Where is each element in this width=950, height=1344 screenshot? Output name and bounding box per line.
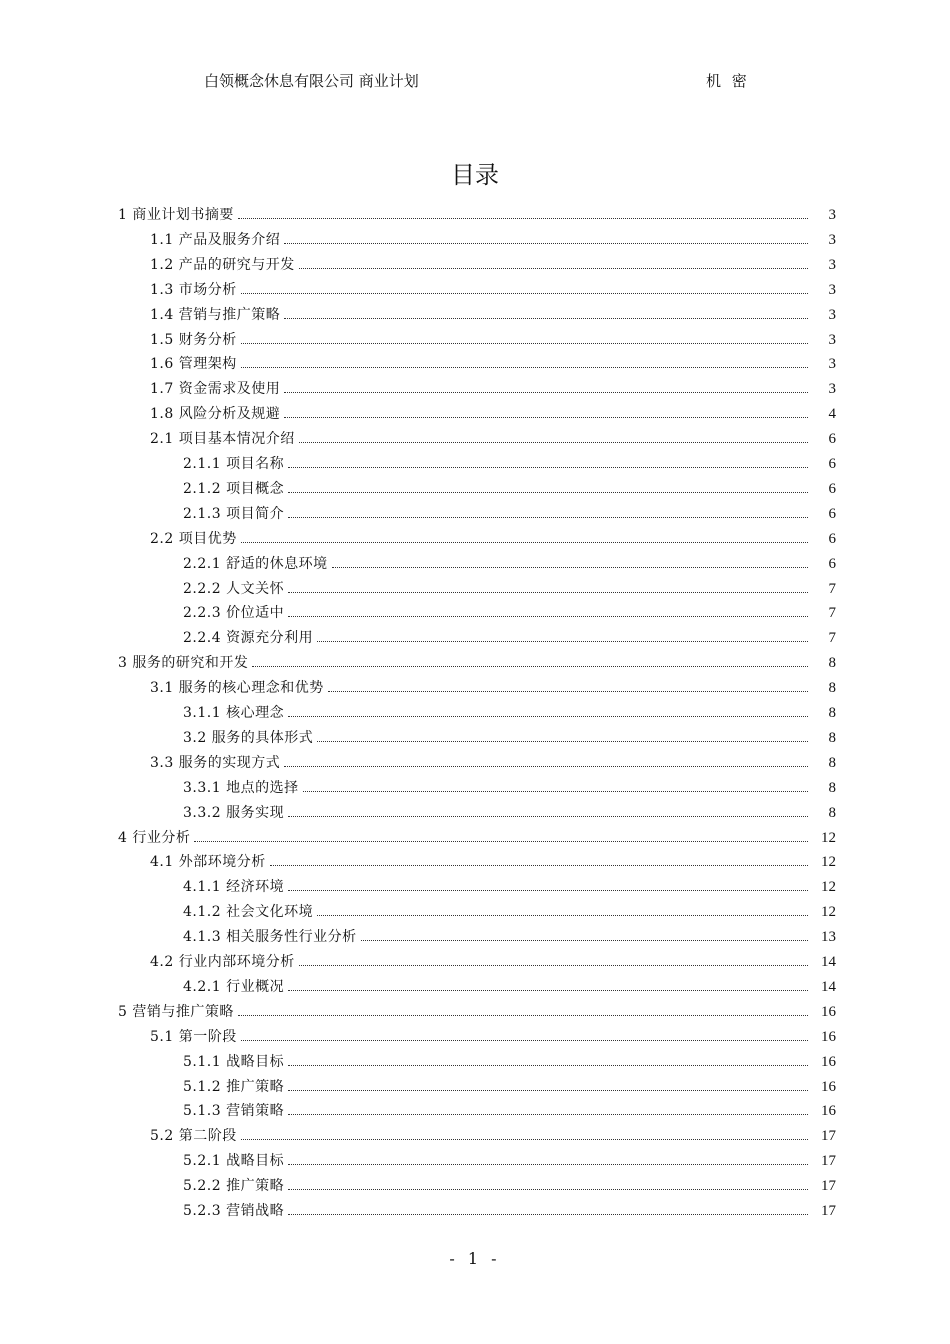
toc-leader-dots xyxy=(194,829,808,842)
toc-entry-page: 8 xyxy=(828,754,836,771)
toc-leader-dots xyxy=(288,978,808,991)
toc-entry-page: 6 xyxy=(828,505,836,522)
toc-entry-page: 3 xyxy=(828,281,836,298)
toc-entry-page: 16 xyxy=(821,1028,836,1045)
toc-leader-dots xyxy=(270,853,808,866)
toc-entry-label: 2.1.2 项目概念 xyxy=(183,480,285,497)
toc-entry[interactable] xyxy=(150,378,836,403)
toc-entry-label: 3.1.1 核心理念 xyxy=(183,705,285,721)
toc-entry-page: 12 xyxy=(821,879,836,896)
toc-entry-page: 12 xyxy=(821,904,836,921)
toc-entry-label: 1 商业计划书摘要 xyxy=(118,207,234,223)
toc-leader-dots xyxy=(288,1053,808,1066)
toc-leader-dots xyxy=(284,231,808,244)
toc-entry-label: 2.1.1 项目名称 xyxy=(183,456,285,472)
toc-entry[interactable] xyxy=(150,851,836,876)
toc-entry-page: 8 xyxy=(828,705,836,721)
toc-entry-label: 1.6 管理架构 xyxy=(150,356,237,373)
toc-leader-dots xyxy=(288,878,808,891)
toc-entry[interactable] xyxy=(150,677,836,702)
toc-entry-page: 7 xyxy=(828,580,836,597)
toc-entry-page: 12 xyxy=(821,829,836,846)
toc-leader-dots xyxy=(288,1152,808,1165)
toc-leader-dots xyxy=(241,331,808,344)
toc-entry-page: 3 xyxy=(828,231,836,248)
toc-leader-dots xyxy=(288,804,808,817)
toc-entry-label: 2.2.4 资源充分利用 xyxy=(183,630,314,647)
toc-entry-label: 3.3.1 地点的选择 xyxy=(183,779,299,796)
toc-leader-dots xyxy=(299,953,808,966)
toc-entry-page: 3 xyxy=(828,381,836,398)
toc-entry-label: 5.1.1 战略目标 xyxy=(183,1053,285,1070)
toc-leader-dots xyxy=(317,903,808,916)
toc-entry[interactable] xyxy=(183,1175,836,1200)
toc-entry-page: 6 xyxy=(828,530,836,547)
toc-entry[interactable] xyxy=(150,304,836,329)
toc-entry[interactable] xyxy=(183,901,836,926)
toc-entry-page: 6 xyxy=(828,431,836,448)
toc-entry-label: 1.3 市场分析 xyxy=(150,281,237,298)
toc-leader-dots xyxy=(238,1003,808,1016)
toc-leader-dots xyxy=(288,704,808,717)
toc-entry[interactable] xyxy=(183,1100,836,1125)
toc-leader-dots xyxy=(288,604,808,617)
toc-entry-label: 1.1 产品及服务介绍 xyxy=(150,231,281,248)
toc-leader-dots xyxy=(288,1177,808,1190)
toc-entry-label: 4.1 外部环境分析 xyxy=(150,854,266,871)
toc-entry-label: 3.2 服务的具体形式 xyxy=(183,729,314,746)
toc-entry-page: 3 xyxy=(828,306,836,323)
toc-entry-label: 3.3 服务的实现方式 xyxy=(150,754,281,771)
toc-entry-label: 4.1.2 社会文化环境 xyxy=(183,904,314,921)
toc-entry[interactable] xyxy=(183,802,836,827)
toc-entry-label: 5.1 第一阶段 xyxy=(150,1028,237,1045)
toc-entry[interactable] xyxy=(183,926,836,951)
toc-entry-page: 6 xyxy=(828,480,836,497)
toc-entry-label: 2.1 项目基本情况介绍 xyxy=(150,431,295,448)
toc-entry-page: 8 xyxy=(828,655,836,672)
toc-entry-page: 13 xyxy=(821,929,836,946)
toc-entry[interactable] xyxy=(118,827,836,852)
toc-entry[interactable] xyxy=(183,503,836,528)
toc-leader-dots xyxy=(299,430,808,443)
toc-leader-dots xyxy=(284,380,808,393)
toc-entry[interactable] xyxy=(118,652,836,677)
toc-entry-page: 3 xyxy=(828,207,836,223)
toc-leader-dots xyxy=(288,455,808,468)
toc-leader-dots xyxy=(288,505,808,518)
toc-leader-dots xyxy=(284,405,808,418)
toc-entry-page: 16 xyxy=(821,1103,836,1120)
toc-entry[interactable] xyxy=(118,1001,836,1026)
toc-leader-dots xyxy=(288,480,808,493)
toc-entry-label: 4.2.1 行业概况 xyxy=(183,978,285,995)
toc-entry[interactable] xyxy=(150,951,836,976)
toc-entry-label: 5.1.3 营销策略 xyxy=(183,1103,285,1120)
toc-leader-dots xyxy=(241,355,808,368)
toc-entry[interactable] xyxy=(183,1150,836,1175)
toc-entry[interactable] xyxy=(183,876,836,901)
toc-entry-label: 4.2 行业内部环境分析 xyxy=(150,954,295,970)
page-number-footer: - 1 - xyxy=(449,1249,501,1268)
toc-entry-label: 5 营销与推广策略 xyxy=(118,1003,234,1020)
page-header-right: 机 密 xyxy=(706,72,750,90)
toc-leader-dots xyxy=(288,1102,808,1115)
toc-entry[interactable] xyxy=(183,1076,836,1101)
toc-entry-page: 6 xyxy=(828,456,836,472)
toc-leader-dots xyxy=(241,1127,808,1140)
toc-entry-page: 8 xyxy=(828,779,836,796)
toc-leader-dots xyxy=(317,629,808,642)
toc-entry-label: 4 行业分析 xyxy=(118,829,191,846)
toc-entry[interactable] xyxy=(150,1125,836,1150)
toc-entry-label: 1.2 产品的研究与开发 xyxy=(150,256,295,273)
page-header-left: 白领概念休息有限公司 商业计划 xyxy=(204,72,419,90)
toc-entry[interactable] xyxy=(150,1026,836,1051)
toc-entry-label: 2.2.1 舒适的休息环境 xyxy=(183,555,328,572)
toc-entry-label: 5.2.1 战略目标 xyxy=(183,1153,285,1170)
toc-entry[interactable] xyxy=(150,428,836,453)
toc-leader-dots xyxy=(288,580,808,593)
toc-entry[interactable] xyxy=(150,254,836,279)
toc-entry-label: 2.2.3 价位适中 xyxy=(183,605,285,622)
toc-entry[interactable] xyxy=(150,528,836,553)
toc-entry[interactable] xyxy=(150,353,836,378)
toc-entry-page: 7 xyxy=(828,630,836,647)
toc-entry-page: 3 xyxy=(828,331,836,348)
toc-entry-page: 16 xyxy=(821,1003,836,1020)
toc-leader-dots xyxy=(328,679,808,692)
toc-entry[interactable] xyxy=(118,204,836,229)
toc-entry[interactable] xyxy=(183,453,836,478)
toc-entry-label: 1.7 资金需求及使用 xyxy=(150,381,281,398)
toc-entry[interactable] xyxy=(183,976,836,1001)
toc-entry-label: 5.2 第二阶段 xyxy=(150,1128,237,1145)
toc-entry-label: 4.1.1 经济环境 xyxy=(183,879,285,896)
toc-entry-page: 17 xyxy=(821,1178,836,1195)
toc-entry-label: 1.5 财务分析 xyxy=(150,331,237,348)
toc-entry-page: 7 xyxy=(828,605,836,622)
toc-entry-label: 4.1.3 相关服务性行业分析 xyxy=(183,929,357,946)
toc-entry[interactable] xyxy=(150,279,836,304)
toc-leader-dots xyxy=(299,256,808,269)
toc-leader-dots xyxy=(288,1078,808,1091)
toc-entry-page: 3 xyxy=(828,256,836,273)
toc-entry[interactable] xyxy=(183,777,836,802)
toc-entry-label: 2.2.2 人文关怀 xyxy=(183,580,285,597)
toc-entry-page: 8 xyxy=(828,804,836,821)
toc-entry-page: 8 xyxy=(828,680,836,697)
toc-entry[interactable] xyxy=(183,578,836,603)
toc-leader-dots xyxy=(317,729,808,742)
toc-entry-label: 1.4 营销与推广策略 xyxy=(150,306,281,323)
toc-leader-dots xyxy=(241,281,808,294)
toc-leader-dots xyxy=(284,754,808,767)
toc-entry-label: 5.2.2 推广策略 xyxy=(183,1178,285,1195)
toc-entry-label: 5.1.2 推广策略 xyxy=(183,1078,285,1095)
toc-entry[interactable] xyxy=(183,1051,836,1076)
toc-entry[interactable] xyxy=(183,602,836,627)
toc-entry-page: 14 xyxy=(821,954,836,970)
toc-entry-page: 3 xyxy=(828,356,836,373)
toc-title: 目录 xyxy=(451,161,499,189)
toc-leader-dots xyxy=(241,1028,808,1041)
toc-leader-dots xyxy=(241,530,808,543)
toc-leader-dots xyxy=(238,206,808,219)
toc-entry[interactable] xyxy=(150,229,836,254)
toc-entry-page: 16 xyxy=(821,1078,836,1095)
toc-leader-dots xyxy=(252,654,808,667)
toc-entry-label: 3.1 服务的核心理念和优势 xyxy=(150,680,324,697)
toc-entry[interactable] xyxy=(150,403,836,428)
toc-entry-label: 1.8 风险分析及规避 xyxy=(150,406,281,423)
toc-entry-page: 17 xyxy=(821,1153,836,1170)
toc-leader-dots xyxy=(284,306,808,319)
toc-entry-label: 2.1.3 项目简介 xyxy=(183,505,285,522)
toc-entry[interactable] xyxy=(183,627,836,652)
toc-leader-dots xyxy=(303,779,808,792)
toc-entry-page: 6 xyxy=(828,555,836,572)
toc-entry[interactable] xyxy=(183,553,836,578)
toc-entry[interactable] xyxy=(183,727,836,752)
toc-leader-dots xyxy=(361,928,808,941)
toc-entry-page: 8 xyxy=(828,729,836,746)
toc-leader-dots xyxy=(332,555,808,568)
toc-entry[interactable] xyxy=(150,752,836,777)
toc-entry-page: 17 xyxy=(821,1203,836,1219)
toc-entry-page: 4 xyxy=(828,406,836,423)
toc-entry[interactable] xyxy=(183,702,836,727)
toc-leader-dots xyxy=(288,1202,808,1215)
toc-entry[interactable] xyxy=(183,478,836,503)
toc-entry-page: 14 xyxy=(821,978,836,995)
toc-entry-page: 16 xyxy=(821,1053,836,1070)
toc-entry-label: 5.2.3 营销战略 xyxy=(183,1203,285,1219)
toc-entry[interactable] xyxy=(150,329,836,354)
toc-entry[interactable] xyxy=(183,1200,836,1225)
toc-entry-label: 3 服务的研究和开发 xyxy=(118,655,249,672)
toc-entry-label: 2.2 项目优势 xyxy=(150,530,237,547)
toc-entry-page: 12 xyxy=(821,854,836,871)
toc-entry-label: 3.3.2 服务实现 xyxy=(183,804,285,821)
toc-entry-page: 17 xyxy=(821,1128,836,1145)
